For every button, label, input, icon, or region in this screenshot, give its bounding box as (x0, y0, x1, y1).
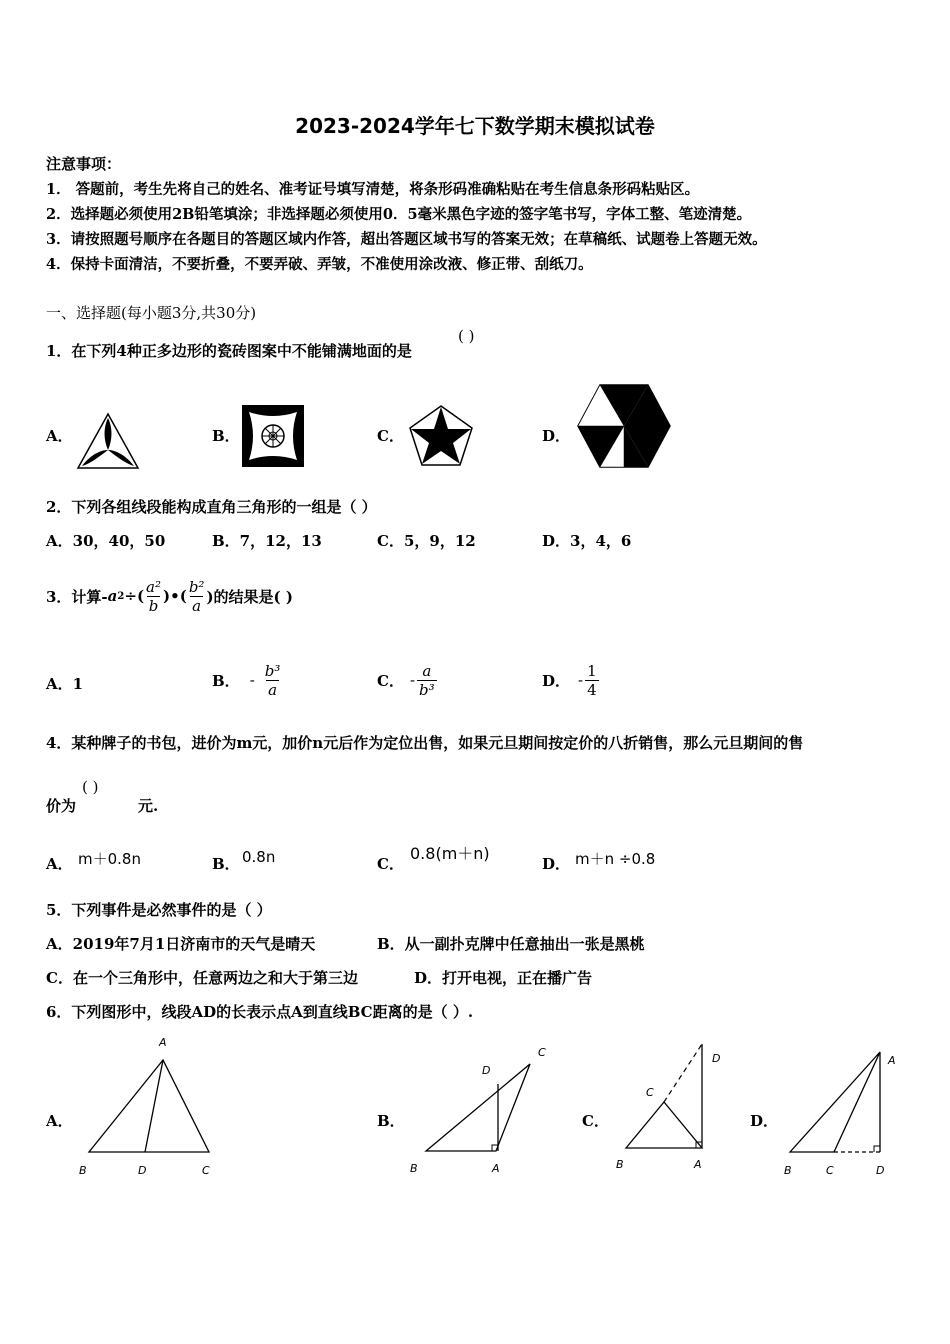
fraction-numerator: b² (188, 577, 205, 596)
notice-item: 1． 答题前，考生先将自己的姓名、准考证号填写清楚，将条形码准确粘贴在考生信息条形码粘贴区。 (46, 181, 700, 198)
minus-sign: - (249, 671, 255, 689)
option-c-fraction (417, 662, 437, 699)
option-c (377, 650, 437, 710)
option-d (542, 650, 599, 710)
q3-a: a (107, 587, 118, 605)
point-label: D (712, 1052, 721, 1065)
point-label: C (646, 1086, 654, 1099)
option-label: B． (212, 855, 240, 873)
q3-exponent: 2 (117, 590, 125, 602)
option: A．1 (46, 675, 84, 693)
option: B．7，12，13 (212, 532, 322, 550)
option-expression: 0.8(m＋n) (410, 844, 490, 863)
option-expression: m＋n ÷0.8 (575, 850, 656, 868)
question-2-text: 2．下列各组线段能构成直角三角形的一组是（ ） (46, 498, 377, 516)
option-label: A． (46, 427, 73, 445)
question-3-text (46, 566, 293, 626)
notice-heading: 注意事项： (46, 155, 122, 173)
notice-item: 3．请按照题号顺序在各题目的答题区域内作答，超出答题区域书写的答案无效；在草稿纸、试题卷上答题无效。 (46, 231, 767, 248)
option: C．5，9，12 (377, 532, 476, 550)
option-b-fraction (263, 662, 283, 699)
tile-pattern-c-figure (408, 404, 474, 468)
q3-mid: )•( (163, 587, 187, 605)
point-label: D (482, 1064, 491, 1077)
option-label: D． (542, 855, 571, 873)
option-label: B． (212, 427, 240, 445)
tile-pattern-b-figure (241, 404, 305, 468)
notice-item: 2．选择题必须使用2B铅笔填涂；非选择题必须使用0．5毫米黑色字迹的签字笔书写，字体工整、笔迹清楚。 (46, 206, 752, 223)
fraction-numerator: 1 (587, 661, 597, 680)
geometry-figure-c (610, 1036, 740, 1176)
point-label: B (616, 1158, 624, 1171)
q3-div: ÷( (124, 587, 145, 605)
option-label: C． (377, 671, 404, 690)
point-label: B (410, 1162, 418, 1175)
option: C．在一个三角形中，任意两边之和大于第三边 (46, 969, 358, 987)
question-1-text: 1．在下列4种正多边形的瓷砖图案中不能铺满地面的是 (46, 342, 412, 360)
option-label: D． (750, 1112, 779, 1130)
fraction-denominator: a (268, 680, 278, 699)
page-title: 2023-2024学年七下数学期末模拟试卷 (295, 114, 655, 138)
question-4-text: 4．某种牌子的书包，进价为m元，加价n元后作为定位出售，如果元旦期间按定价的八折销售，那么元旦期间的售 (46, 734, 804, 752)
option-expression: 0.8n (242, 848, 276, 866)
q3-suffix: )的结果是( ) (206, 587, 293, 606)
option-label: C． (377, 427, 404, 445)
option: A．30，40，50 (46, 532, 166, 550)
q3-fraction-2 (187, 578, 207, 615)
point-label: D (138, 1164, 147, 1177)
option: D．3，4，6 (542, 532, 632, 550)
option: A．2019年7月1日济南市的天气是晴天 (46, 935, 316, 953)
q3-prefix: 3．计算- (46, 587, 108, 606)
point-label: C (538, 1046, 546, 1059)
section-heading: 一、选择题(每小题3分,共30分) (46, 304, 257, 322)
option: B．从一副扑克牌中任意抽出一张是黑桃 (377, 935, 645, 953)
fraction-numerator: a (422, 661, 432, 680)
option-label: D． (542, 671, 571, 690)
fraction-denominator: b³ (419, 680, 435, 699)
question-4-text-end: 元. (138, 797, 159, 815)
point-label: A (888, 1054, 896, 1067)
option-label: B． (212, 671, 240, 690)
point-label: B (79, 1164, 87, 1177)
tile-pattern-a-figure (76, 412, 140, 470)
option-label: D． (542, 427, 571, 445)
option-label: C． (377, 855, 404, 873)
fraction-denominator: b (148, 596, 159, 615)
answer-paren: ( ) (82, 778, 99, 796)
geometry-figure-a (75, 1032, 225, 1180)
point-label: A (492, 1162, 500, 1175)
answer-paren: ( ) (458, 327, 475, 345)
geometry-figure-d (778, 1044, 918, 1180)
fraction-numerator: b³ (264, 661, 281, 680)
option-expression: m＋0.8n (78, 850, 141, 868)
point-label: C (826, 1164, 834, 1177)
question-5-text: 5．下列事件是必然事件的是（ ） (46, 901, 272, 919)
fraction-denominator: 4 (587, 680, 597, 699)
question-6-text: 6．下列图形中，线段AD的长表示点A到直线BC距离的是（ ）. (46, 1003, 474, 1021)
minus-sign: - (578, 671, 584, 689)
point-label: C (202, 1164, 210, 1177)
option-b (212, 650, 282, 710)
notice-item: 4．保持卡面清洁，不要折叠，不要弄破、弄皱，不准使用涂改液、修正带、刮纸刀。 (46, 256, 593, 273)
minus-sign: - (409, 671, 416, 689)
option-d-fraction (585, 662, 599, 699)
option-label: B． (377, 1112, 405, 1130)
option: D．打开电视，正在播广告 (414, 969, 593, 987)
point-label: A (159, 1036, 167, 1049)
fraction-denominator: a (192, 596, 202, 615)
option-label: A． (46, 855, 73, 873)
point-label: B (784, 1164, 792, 1177)
q3-fraction-1 (144, 578, 163, 615)
fraction-numerator: a² (146, 577, 162, 596)
geometry-figure-b (404, 1040, 554, 1180)
option-label: A． (46, 1112, 73, 1130)
tile-pattern-d-figure (576, 383, 672, 469)
point-label: A (694, 1158, 702, 1171)
point-label: D (876, 1164, 885, 1177)
question-4-text-cont: 价为 (46, 797, 77, 815)
option-label: C． (582, 1112, 609, 1130)
